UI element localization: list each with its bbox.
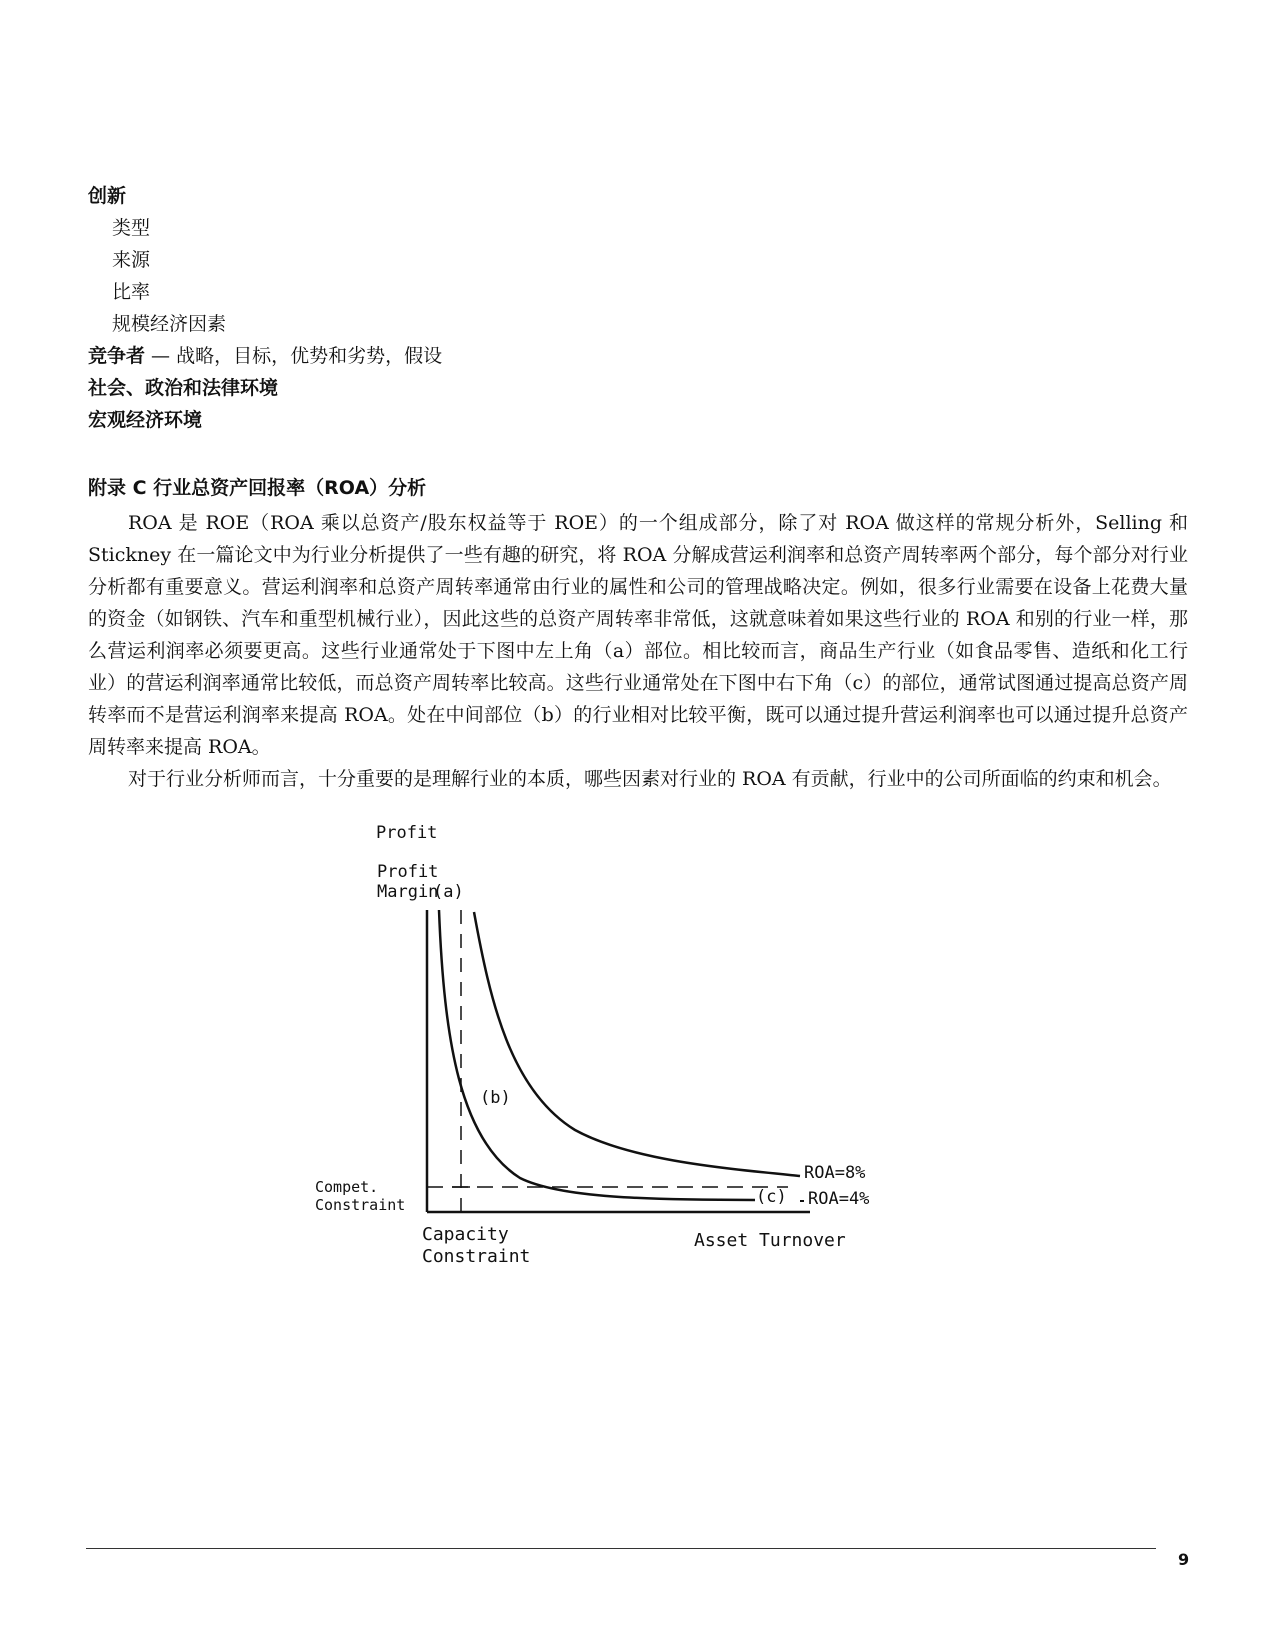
appendix-paragraph-2: 对于行业分析师而言，十分重要的是理解行业的本质，哪些因素对行业的 ROA 有贡献，行业中的公司所面临的约束和机会。 bbox=[128, 768, 1172, 790]
roa-8-label: ROA=8% bbox=[804, 1163, 866, 1183]
outline-list bbox=[88, 180, 442, 436]
outline-innovation-item: 比率 bbox=[112, 281, 151, 303]
roa-8-curve bbox=[474, 912, 800, 1176]
outline-competitors bbox=[88, 340, 442, 372]
outline-innovation-item: 规模经济因素 bbox=[112, 313, 227, 335]
x-axis-label: Asset Turnover bbox=[694, 1230, 846, 1251]
roa-figure bbox=[315, 823, 940, 1340]
marker-c: (c) bbox=[756, 1187, 787, 1207]
outline-competitors-desc: — 战略，目标，优势和劣势，假设 bbox=[145, 345, 443, 367]
outline-innovation-item: 类型 bbox=[112, 217, 151, 239]
appendix-section bbox=[88, 473, 1188, 795]
compet-label-line2: Constraint bbox=[315, 1196, 406, 1214]
footer-divider bbox=[86, 1548, 1156, 1549]
marker-a: (a) bbox=[433, 882, 464, 902]
y-axis-label-profit: Profit bbox=[377, 862, 439, 882]
appendix-heading: 附录 C 行业总资产回报率（ROA）分析 bbox=[88, 477, 427, 499]
marker-b: (b) bbox=[480, 1088, 511, 1108]
appendix-paragraph-1: ROA 是 ROE（ROA 乘以总资产/股东权益等于 ROE）的一个组成部分，除了对 ROA 做这样的常规分析外，Selling 和 Stickney 在一篇论文中为行业分析提供了一些有趣的研究，将 ROA 分解成营运利润率和总资产周转率两个部分，每个部分对行业分析都有重要意义。营运利润率和总资产周转率通常由行业的属性和公司的管理战略决定。例如，很多行业需要在设备上花费大量的资金（如钢铁、汽车和重型机械行业），因此这些的总资产周转率非常低，这就意味着如果这些行业的 ROA 和别的行业一样，那么营运利润率必须要更高。这些行业通常处于下图中左上角（a）部位。相比较而言，商品生产行业（如食品零售、造纸和化工行业）的营运利润率通常比较低，而总资产周转率比较高。这些行业通常处在下图中右下角（c）的部位，通常试图通过提高总资产周转率而不是营运利润率来提高 ROA。处在中间部位（b）的行业相对比较平衡，既可以通过提升营运利润率也可以通过提升总资产周转率来提高 ROA。 bbox=[88, 512, 1188, 758]
roa-diagram bbox=[315, 823, 940, 1340]
y-axis-label-margin: Margin bbox=[377, 882, 439, 902]
outline-innovation-item: 来源 bbox=[112, 249, 151, 271]
outline-social-env: 社会、政治和法律环境 bbox=[88, 377, 279, 399]
capacity-label-line2: Constraint bbox=[422, 1246, 531, 1267]
capacity-label-line1: Capacity bbox=[422, 1224, 509, 1245]
page-number: 9 bbox=[1178, 1550, 1190, 1569]
roa-4-label: ROA=4% bbox=[808, 1189, 870, 1209]
outline-innovation: 创新 bbox=[88, 185, 127, 207]
outline-competitors-label: 竞争者 bbox=[88, 345, 146, 367]
roa-4-curve bbox=[439, 910, 755, 1200]
y-axis-label-line1: Profit bbox=[376, 823, 438, 843]
compet-label-line1: Compet. bbox=[315, 1178, 379, 1196]
outline-macro-env: 宏观经济环境 bbox=[88, 409, 203, 431]
